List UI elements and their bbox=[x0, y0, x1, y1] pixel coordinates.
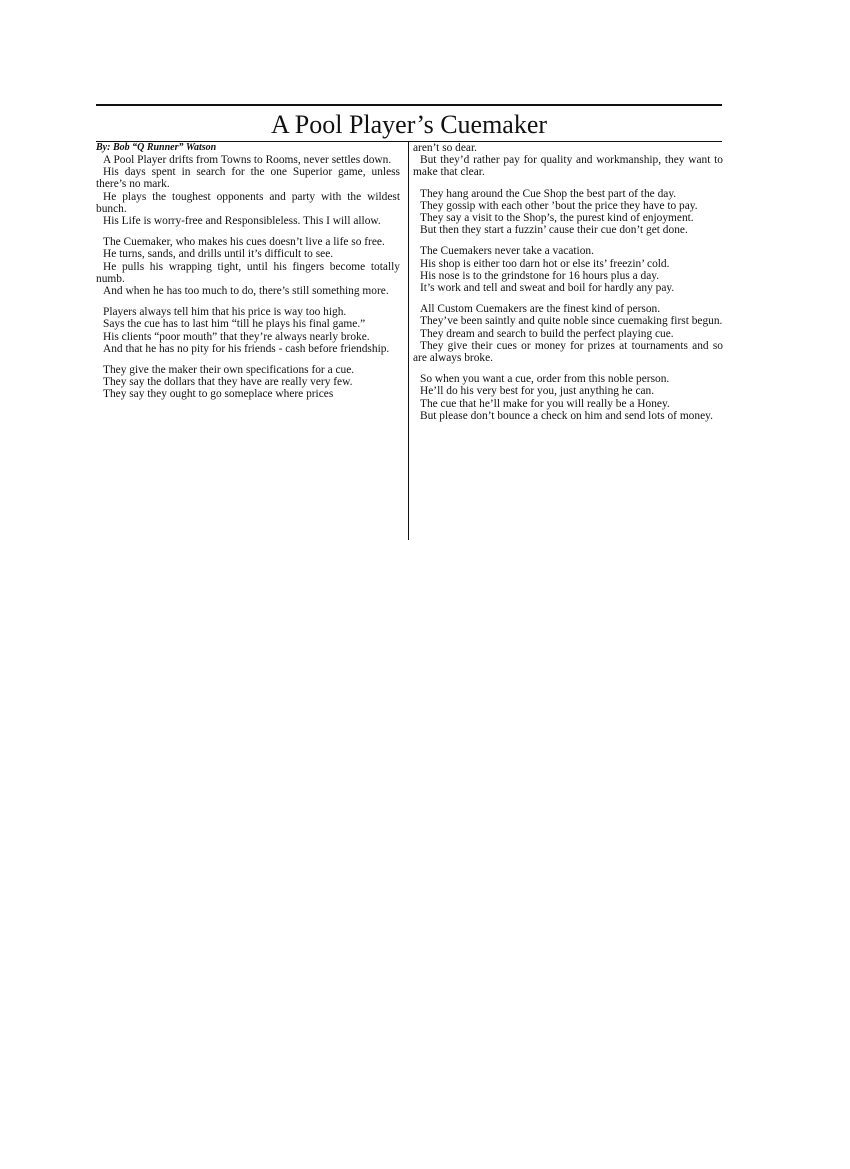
poem-line: They say a visit to the Shop’s, the purest kind of enjoyment. bbox=[420, 212, 694, 225]
poem-line: Says the cue has to last him “till he plays his final game.” bbox=[103, 318, 366, 331]
column-divider bbox=[408, 142, 409, 540]
poem-line: It’s work and tell and sweat and boil for hardly any pay. bbox=[420, 282, 675, 295]
poem-line: The Cuemakers never take a vacation. bbox=[420, 245, 594, 258]
poem-line: But then they start a fuzzin’ cause their cue don’t get done. bbox=[420, 224, 688, 237]
poem-line: His shop is either too darn hot or else its’ freezin’ cold. bbox=[420, 257, 670, 270]
stanza-gap bbox=[413, 236, 723, 245]
left-column bbox=[96, 142, 400, 401]
right-column bbox=[413, 142, 723, 422]
poem-line: aren’t so dear. bbox=[413, 142, 477, 154]
poem-line: A Pool Player drifts from Towns to Rooms, never settles down. bbox=[103, 154, 392, 166]
poem-line: The cue that he’ll make for you will really be a Honey. bbox=[420, 397, 670, 410]
poem-line: But please don’t bounce a check on him and send lots of money. bbox=[420, 409, 713, 422]
poem-line: His clients “poor mouth” that they’re always nearly broke. bbox=[103, 330, 370, 343]
poem-line: They gossip with each other ’bout the price they have to pay. bbox=[420, 199, 698, 212]
poem-line: All Custom Cuemakers are the finest kind of person. bbox=[420, 303, 661, 316]
stanza-gap bbox=[413, 179, 723, 188]
poem-line: He pulls his wrapping tight, until his fingers become totally numb. bbox=[96, 260, 400, 285]
article-title: A Pool Player’s Cuemaker bbox=[270, 110, 548, 139]
byline: By: Bob “Q Runner” Watson bbox=[96, 142, 217, 153]
poem-line: They say the dollars that they have are really very few. bbox=[103, 376, 353, 389]
poem-line: Players always tell him that his price is way too high. bbox=[103, 306, 347, 319]
stanza-gap bbox=[413, 364, 723, 373]
poem-line: And when he has too much to do, there’s still something more. bbox=[103, 285, 389, 298]
poem-line: And that he has no pity for his friends - cash before friendship. bbox=[103, 342, 390, 355]
stanza-gap bbox=[413, 294, 723, 303]
left-column-lines bbox=[96, 154, 400, 401]
poem-line: They’ve been saintly and quite noble since cuemaking first begun. bbox=[420, 315, 723, 328]
poem-line: The Cuemaker, who makes his cues doesn’t live a life so free. bbox=[103, 236, 385, 249]
poem-line: They hang around the Cue Shop the best part of the day. bbox=[420, 187, 677, 200]
stanza-gap bbox=[96, 297, 400, 306]
poem-line: They give their cues or money for prizes at tournaments and so are always broke. bbox=[413, 339, 723, 365]
poem-line: They dream and search to build the perfect playing cue. bbox=[420, 327, 674, 340]
poem-line: But they’d rather pay for quality and workmanship, they want to make that clear. bbox=[413, 154, 723, 179]
stanza-gap bbox=[96, 355, 400, 364]
poem-line: His days spent in search for the one Superior game, unless there’s no mark. bbox=[96, 166, 400, 191]
poem-line: He’ll do his very best for you, just anything he can. bbox=[420, 385, 655, 398]
stanza-gap bbox=[96, 227, 400, 236]
poem-line: He plays the toughest opponents and party with the wildest bunch. bbox=[96, 190, 400, 215]
poem-line: His nose is to the grindstone for 16 hours plus a day. bbox=[420, 269, 660, 282]
right-column-lines bbox=[413, 142, 723, 422]
poem-line: His Life is worry-free and Responsibleless. This I will allow. bbox=[103, 215, 381, 228]
poem-line: So when you want a cue, order from this noble person. bbox=[420, 373, 670, 386]
poem-line: They say they ought to go someplace where prices bbox=[103, 388, 334, 401]
top-rule bbox=[96, 104, 722, 106]
poem-line: They give the maker their own specifications for a cue. bbox=[103, 364, 355, 377]
poem-line: He turns, sands, and drills until it’s difficult to see. bbox=[103, 248, 334, 261]
